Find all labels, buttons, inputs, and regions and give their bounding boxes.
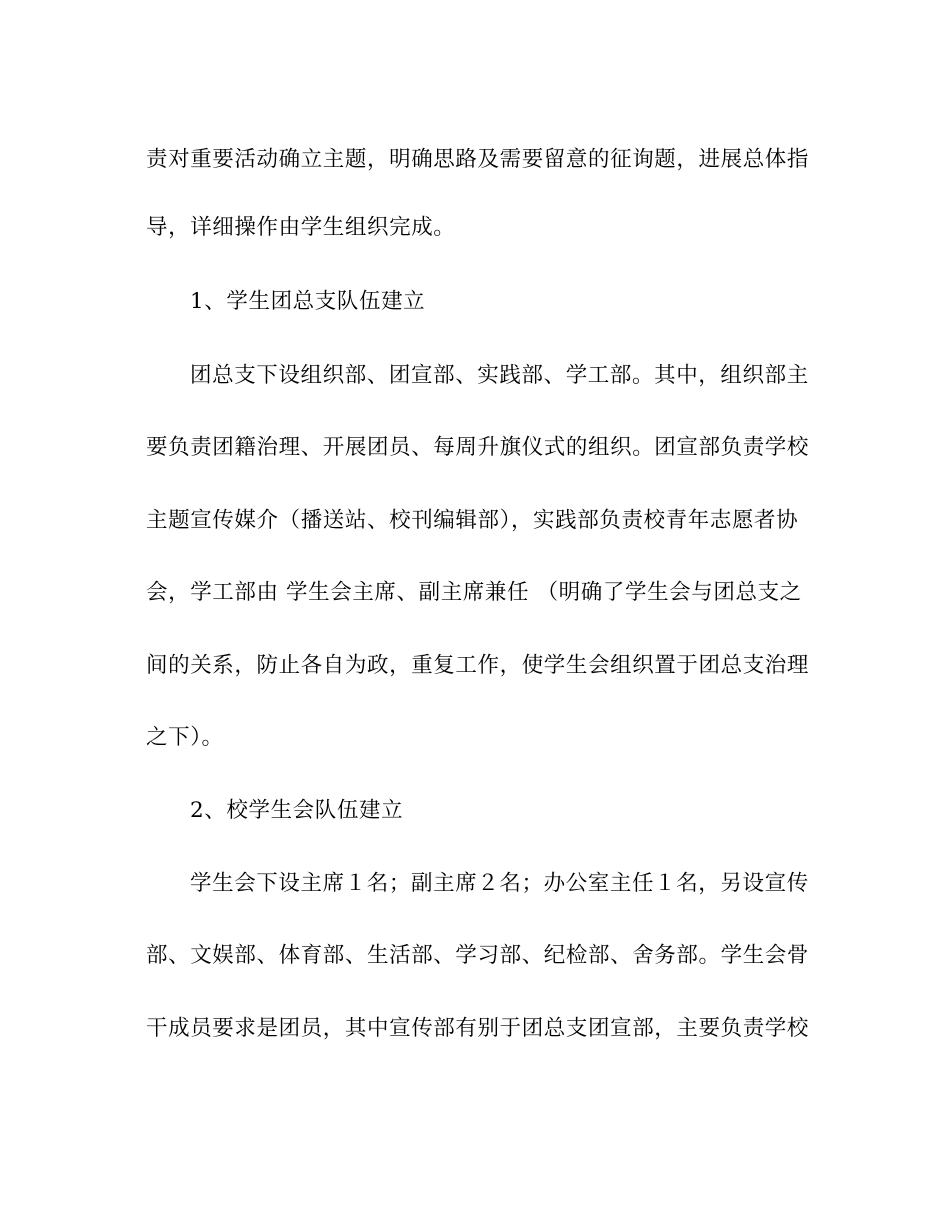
paragraph-line: 团总支下设组织部、团宣部、实践部、学工部。其中，组织部主	[190, 363, 809, 388]
section-heading-2: 2、校学生会队伍建立	[190, 798, 404, 823]
paragraph-line: 要负责团籍治理、开展团员、每周升旗仪式的组织。团宣部负责学校	[146, 435, 810, 460]
paragraph-line: 会，学工部由 学生会主席、副主席兼任 （明确了学生会与团总支之	[146, 580, 802, 605]
paragraph-line: 干成员要求是团员，其中宣传部有别于团总支团宣部，主要负责学校	[146, 1016, 810, 1041]
paragraph-line: 部、文娱部、体育部、生活部、学习部、纪检部、舍务部。学生会骨	[146, 943, 810, 968]
paragraph-line: 责对重要活动确立主题，明确思路及需要留意的征询题，进展总体指	[146, 147, 810, 172]
paragraph-line: 间的关系，防止各自为政，重复工作，使学生会组织置于团总支治理	[146, 653, 810, 678]
section-heading-1: 1、学生团总支队伍建立	[190, 289, 426, 314]
paragraph-line: 主题宣传媒介（播送站、校刊编辑部），实践部负责校青年志愿者协	[146, 508, 799, 533]
paragraph-line: 之下）。	[146, 725, 224, 750]
paragraph-line: 学生会下设主席１名；副主席２名；办公室主任１名，另设宣传	[190, 871, 809, 896]
paragraph-line: 导，详细操作由学生组织完成。	[146, 215, 456, 240]
